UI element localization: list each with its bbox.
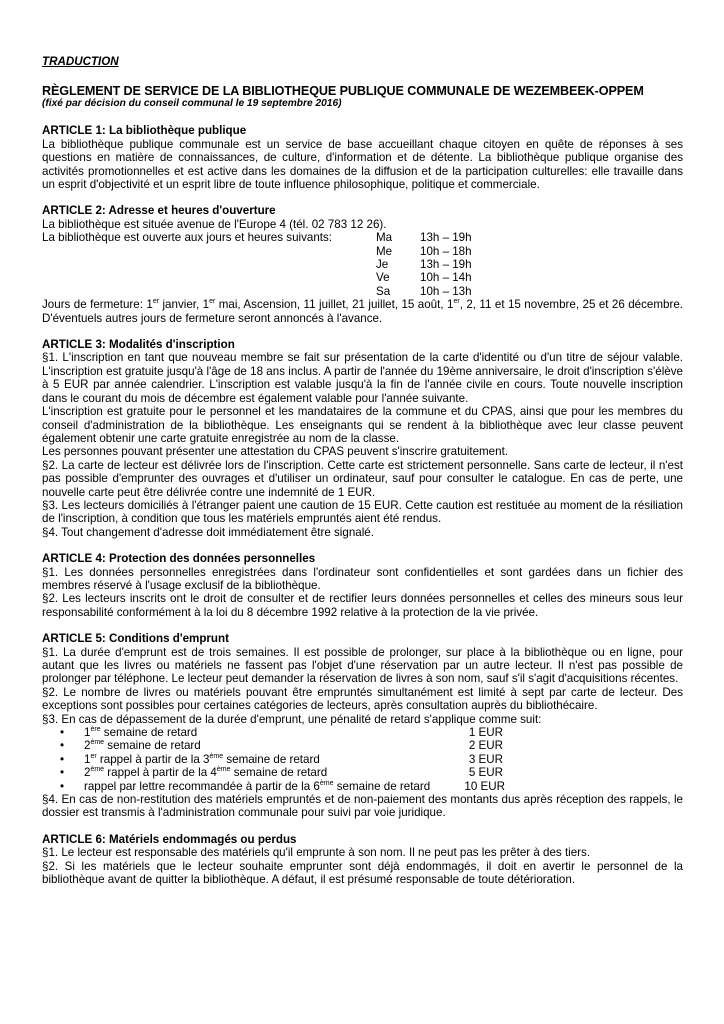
article-5-heading: ARTICLE 5: Conditions d'emprunt [42, 632, 229, 646]
document-title: RÈGLEMENT DE SERVICE DE LA BIBLIOTHEQUE PUBLIQUE COMMUNALE DE WEZEMBEEK-OPPEM [42, 84, 644, 99]
article-1-heading: ARTICLE 1: La bibliothèque publique [42, 124, 247, 138]
hours-row [376, 285, 496, 298]
closing-text: Jours de fermeture: 1 [42, 298, 153, 312]
article-3-heading: ARTICLE 3: Modalités d'inscription [42, 338, 235, 352]
article-5-paragraph: §1. La durée d'emprunt est de trois semaines. Il est possible de prolonger, sur place à la bibliothèque ou en ligne, pour autant que les livres ou matériels ne fassent pas l'objet d'une réservation par un autre lecteur. Il n'est pas possible de prolonger par téléphone. Le lecteur peut demander la réservation de livres à son nom, sauf s'il s'agit d'acquisitions récentes. [42, 645, 683, 686]
closing-text: mai, Ascension, 11 juillet, 21 juillet, 15 août, 1 [215, 298, 454, 312]
opening-hours-table [42, 231, 683, 298]
fine-amount: 10 EUR [464, 779, 505, 793]
fine-item [42, 780, 683, 793]
opening-hours-intro: La bibliothèque est ouverte aux jours et heures suivants: [42, 231, 333, 245]
fine-label: 2ème rappel à partir de la 4ème semaine de retard [84, 766, 328, 780]
article-4-paragraph: §2. Les lecteurs inscrits ont le droit de consulter et de rectifier leurs données personnelles et celles des mineurs sous leur responsabilité conformément à la loi du 8 décembre 1992 relative à la protection de la vie privée. [42, 592, 683, 619]
hours-row [376, 258, 496, 271]
closing-text: , 2, 11 et 15 novembre, 25 et 26 décembre. D'éventuels autres jours de fermeture seront annoncés à l'avance. [42, 298, 684, 325]
fine-label: 1ère semaine de retard [84, 726, 198, 740]
article-6-heading: ARTICLE 6: Matériels endommagés ou perdus [42, 832, 297, 846]
hours-row [376, 231, 496, 244]
document-page [42, 55, 683, 886]
hours-time: 13h – 19h [420, 231, 472, 245]
article-5-paragraph: §4. En cas de non-restitution des matériels empruntés et de non-paiement des montants dus après réception des rappels, le dossier est transmis à l'administration communale pour suivi par voie juridique. [42, 792, 683, 820]
bullet-icon: • [60, 779, 65, 793]
hours-day: Ve [376, 271, 390, 285]
article-6-paragraph: §2. Si les matériels que le lecteur souhaite emprunter sont déjà endommagés, il doit en avertir le personnel de la bibliothèque avant de quitter la bibliothèque. A défaut, il est présumé responsable de toute détérioration. [42, 859, 683, 887]
article-5-paragraph: §3. En cas de dépassement de la durée d'emprunt, une pénalité de retard s'applique comme suit: [42, 712, 542, 726]
article-3-paragraph: §2. La carte de lecteur est délivrée lors de l'inscription. Cette carte est strictement personnelle. Sans carte de lecteur, il n'est pas possible d'emprunter des ouvrages et d'utiliser un ordinateur, sauf pour consulter le catalogue. En cas de perte, une nouvelle carte peut être délivrée contre une indemnité de 1 EUR. [42, 458, 683, 499]
article-6-paragraph: §1. Le lecteur est responsable des matériels qu'il emprunte à son nom. Il ne peut pas les prêter à des tiers. [42, 846, 591, 860]
hours-time: 10h – 18h [420, 244, 472, 258]
hours-row [376, 245, 496, 258]
fine-amount: 2 EUR [468, 739, 503, 753]
article-4-heading: ARTICLE 4: Protection des données personnelles [42, 552, 316, 566]
ordinal-suffix: er [209, 298, 216, 306]
article-3-paragraph: L'inscription est gratuite pour le personnel et les mandataires de la commune et du CPAS, ainsi que pour les membres du conseil d'administration de la bibliothèque. Les enseignants qui se rendent à la bibliothèque avec leur classe peuvent également obtenir une carte gratuite enregistrée au nom de la classe. [42, 405, 683, 445]
hours-row [376, 271, 496, 284]
bullet-icon: • [60, 726, 65, 740]
article-2-address: La bibliothèque est située avenue de l'Europe 4 (tél. 02 783 12 26). [42, 217, 387, 231]
article-2-heading: ARTICLE 2: Adresse et heures d'ouverture [42, 204, 276, 218]
fine-label: 1er rappel à partir de la 3ème semaine de retard [84, 752, 320, 766]
article-3-paragraph: Les personnes pouvant présenter une attestation du CPAS peuvent s'inscrire gratuitement. [42, 445, 509, 459]
closing-text: janvier, 1 [159, 298, 210, 312]
ordinal-suffix: er [453, 298, 460, 306]
fine-amount: 3 EUR [468, 752, 503, 766]
hours-time: 10h – 13h [420, 284, 472, 298]
fine-item [42, 753, 683, 766]
fine-label: 2ème semaine de retard [84, 739, 201, 753]
bullet-icon: • [60, 766, 65, 780]
hours-day: Me [376, 244, 393, 258]
bullet-icon: • [60, 752, 65, 766]
hours-day: Je [376, 258, 389, 272]
article-5-paragraph: §2. Le nombre de livres ou matériels pouvant être empruntés simultanément est limité à sept par carte de lecteur. Des exceptions sont possibles pour certaines catégories de lecteurs, après consultation auprès du bibliothécaire. [42, 685, 683, 713]
article-3-paragraph: §3. Les lecteurs domiciliés à l'étranger paient une caution de 15 EUR. Cette caution est restituée au moment de la résiliation de l'inscription, à condition que tous les matériels empruntés aient été rendus. [42, 498, 683, 526]
article-3-paragraph: §1. L'inscription en tant que nouveau membre se fait sur présentation de la carte d'identité ou d'un titre de séjour valable. L'inscription est gratuite jusqu'à l'âge de 18 ans inclus. A partir de l'année du 19ème anniversaire, le droit d'inscription s'élève à 5 EUR par année calendrier. L'inscription est valable jusqu'à la fin de l'année civile en cours. Toute nouvelle inscription dans le courant du mois de décembre est également valable pour l'année suivante. [42, 351, 683, 405]
hours-day: Ma [376, 231, 393, 245]
fine-amount: 5 EUR [468, 766, 503, 780]
fine-item [42, 726, 683, 739]
article-1-paragraph: La bibliothèque publique communale est un service de base accueillant chaque citoyen en quête de réponses à ses questions en matière de connaissances, de culture, d'information et de détente. La bibliothèque publique organise des activités promotionnelles et est active dans les domaines de la diffusion et de la participation culturelles: elle travaille dans un esprit d'objectivité et un esprit libre de toute influence philosophique, politique et commerciale. [42, 137, 683, 192]
hours-time: 10h – 14h [420, 271, 472, 285]
fines-list [42, 726, 683, 793]
ordinal-suffix: er [152, 298, 160, 306]
fine-label: rappel par lettre recommandée à partir de la 6ème semaine de retard [84, 779, 431, 793]
closing-days-paragraph [42, 298, 683, 325]
fine-amount: 1 EUR [468, 726, 503, 740]
document-subtitle: (fixé par décision du conseil communal le 19 septembre 2016) [42, 98, 342, 110]
article-3-paragraph: §4. Tout changement d'adresse doit immédiatement être signalé. [42, 525, 374, 539]
hours-day: Sa [376, 284, 391, 298]
fine-item [42, 766, 683, 779]
bullet-icon: • [60, 739, 65, 753]
fine-item [42, 739, 683, 752]
translation-label: TRADUCTION [42, 55, 119, 68]
hours-time: 13h – 19h [420, 258, 472, 272]
article-4-paragraph: §1. Les données personnelles enregistrées dans l'ordinateur sont confidentielles et sont gardées dans un fichier des membres réservé à l'usage exclusif de la bibliothèque. [42, 565, 683, 592]
